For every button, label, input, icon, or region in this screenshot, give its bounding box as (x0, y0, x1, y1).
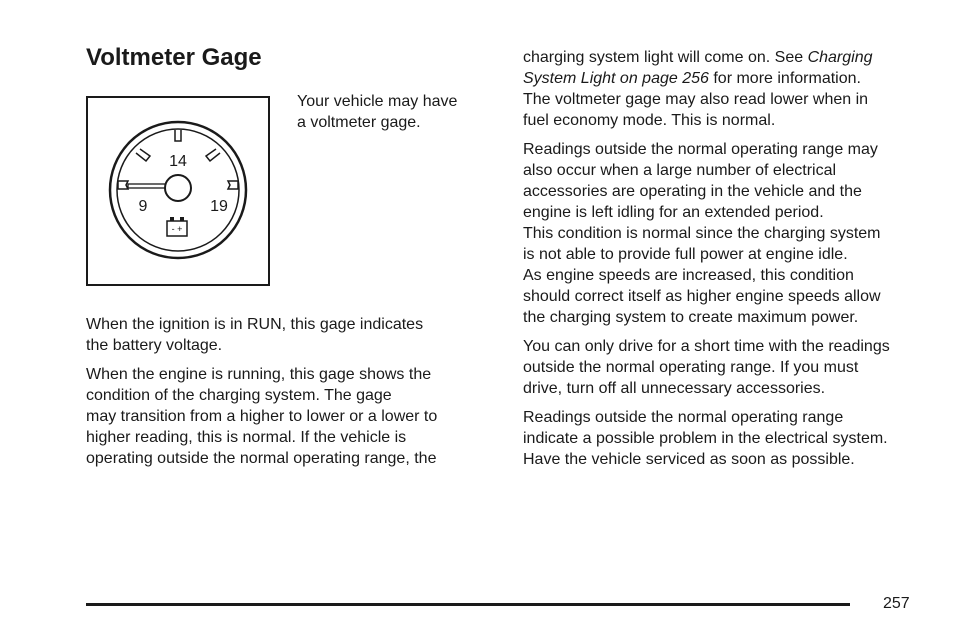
intro-line: Your vehicle may have (297, 93, 458, 110)
gage-label-14: 14 (169, 153, 187, 170)
text-line: engine is left idling for an extended period. (523, 204, 824, 221)
voltmeter-gage-icon (88, 98, 268, 284)
text-line: This condition is normal since the charging system (523, 225, 881, 242)
text-line: the charging system to create maximum power. (523, 309, 859, 326)
text-line (523, 68, 933, 89)
paragraph-short-drive (523, 336, 933, 399)
intro-line: a voltmeter gage. (297, 114, 421, 131)
gage-label-9: 9 (138, 198, 148, 215)
battery-polarity-label: - + (171, 224, 183, 234)
cross-reference-link[interactable]: Charging (807, 49, 873, 66)
text-line: accessories are operating in the vehicle and the (523, 183, 862, 200)
paragraph-charging-light (523, 47, 933, 131)
text-line: You can only drive for a short time with the readings (523, 338, 890, 355)
footer-divider (86, 603, 850, 606)
text-line: The voltmeter gage may also read lower when in (523, 91, 869, 108)
text-line: Readings outside the normal operating range (523, 409, 844, 426)
text-line: condition of the charging system. The gage (86, 387, 392, 404)
text-line: is not able to provide full power at engine idle. (523, 246, 848, 263)
section-title: Voltmeter Gage (86, 44, 262, 71)
text-line: outside the normal operating range. If you must (523, 359, 859, 376)
text-line: As engine speeds are increased, this condition (523, 267, 854, 284)
text-line (523, 47, 933, 68)
text-line: When the engine is running, this gage shows the (86, 366, 432, 383)
text-line: Have the vehicle serviced as soon as possible. (523, 451, 855, 468)
page-number: 257 (883, 595, 910, 612)
left-column (86, 314, 496, 477)
text-line: should correct itself as higher engine speeds allow (523, 288, 881, 305)
voltmeter-gage-figure (86, 96, 270, 286)
text-line: When the ignition is in RUN, this gage indicates (86, 316, 424, 333)
paragraph-service-advice (523, 407, 933, 470)
text-line: operating outside the normal operating range, the (86, 450, 437, 467)
right-column (523, 47, 933, 478)
cross-reference-link[interactable]: System Light on page 256 (523, 70, 709, 87)
text-line: higher reading, this is normal. If the vehicle is (86, 429, 407, 446)
text-segment: for more information. (708, 70, 861, 87)
text-line: also occur when a large number of electrical (523, 162, 837, 179)
text-line: may transition from a higher to lower or a lower to (86, 408, 438, 425)
paragraph-electrical-accessories (523, 139, 933, 328)
text-line: the battery voltage. (86, 337, 223, 354)
text-line: fuel economy mode. This is normal. (523, 112, 776, 129)
text-line: Readings outside the normal operating range may (523, 141, 878, 158)
paragraph-ignition (86, 314, 496, 356)
text-line: drive, turn off all unnecessary accessories. (523, 380, 826, 397)
text-segment: charging system light will come on. See (523, 49, 808, 66)
text-line: indicate a possible problem in the electrical system. (523, 430, 888, 447)
gage-label-19: 19 (210, 198, 228, 215)
battery-icon (167, 217, 187, 236)
paragraph-engine-running (86, 364, 496, 469)
intro-text (297, 91, 497, 133)
